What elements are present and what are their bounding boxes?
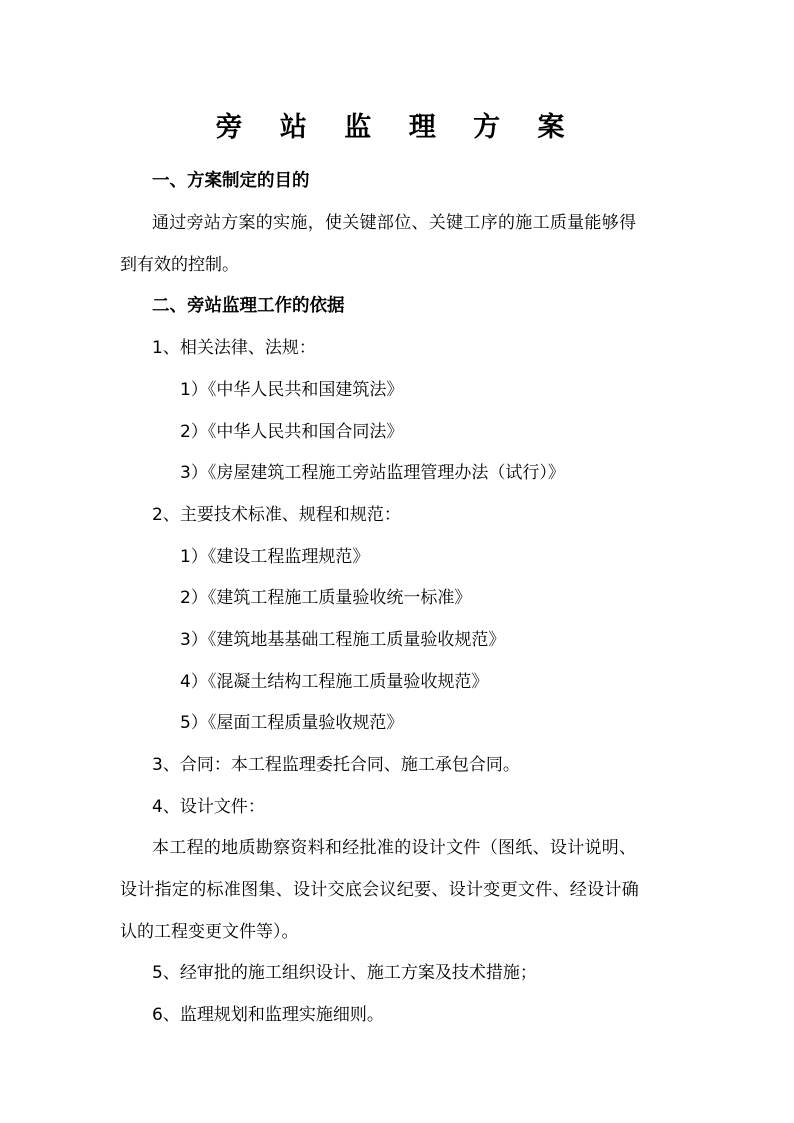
item-3-contract: 3、合同：本工程监理委托合同、施工承包合同。: [152, 755, 520, 775]
law-item: 3）《房屋建筑工程施工旁站监理管理办法（试行）》: [180, 463, 565, 483]
item-2-label: 2、主要技术标准、规程和规范：: [152, 505, 401, 525]
item-4-paragraph-line-2: 设计指定的标准图集、设计交底会议纪要、设计变更文件、经设计确: [120, 880, 639, 900]
law-item: 1）《中华人民共和国建筑法》: [180, 380, 404, 400]
item-4-paragraph-line-3: 认的工程变更文件等）。: [120, 922, 299, 942]
item-1-label: 1、相关法律、法规：: [152, 338, 316, 358]
section-1-heading: 一、方案制定的目的: [152, 171, 310, 191]
standard-item: 3）《建筑地基基础工程施工质量验收规范》: [180, 630, 506, 650]
standard-item: 4）《混凝土结构工程施工质量验收规范》: [180, 672, 489, 692]
section-1-paragraph-line-1: 通过旁站方案的实施，使关键部位、关键工序的施工质量能够得: [152, 213, 637, 233]
section-1-paragraph-line-2: 到有效的控制。: [120, 255, 239, 275]
item-4-label: 4、设计文件：: [152, 797, 265, 817]
law-item: 2）《中华人民共和国合同法》: [180, 422, 404, 442]
item-6: 6、监理规划和监理实施细则。: [152, 1005, 384, 1025]
standard-item: 5）《屋面工程质量验收规范》: [180, 713, 404, 733]
item-4-paragraph-line-1: 本工程的地质勘察资料和经批准的设计文件（图纸、设计说明、: [152, 838, 637, 858]
item-5: 5、经审批的施工组织设计、施工方案及技术措施；: [152, 963, 537, 983]
document-title: 旁 站 监 理 方 案: [215, 112, 579, 143]
standard-item: 2）《建筑工程施工质量验收统一标准》: [180, 588, 472, 608]
section-2-heading: 二、旁站监理工作的依据: [152, 296, 345, 316]
standard-item: 1）《建设工程监理规范》: [180, 547, 370, 567]
